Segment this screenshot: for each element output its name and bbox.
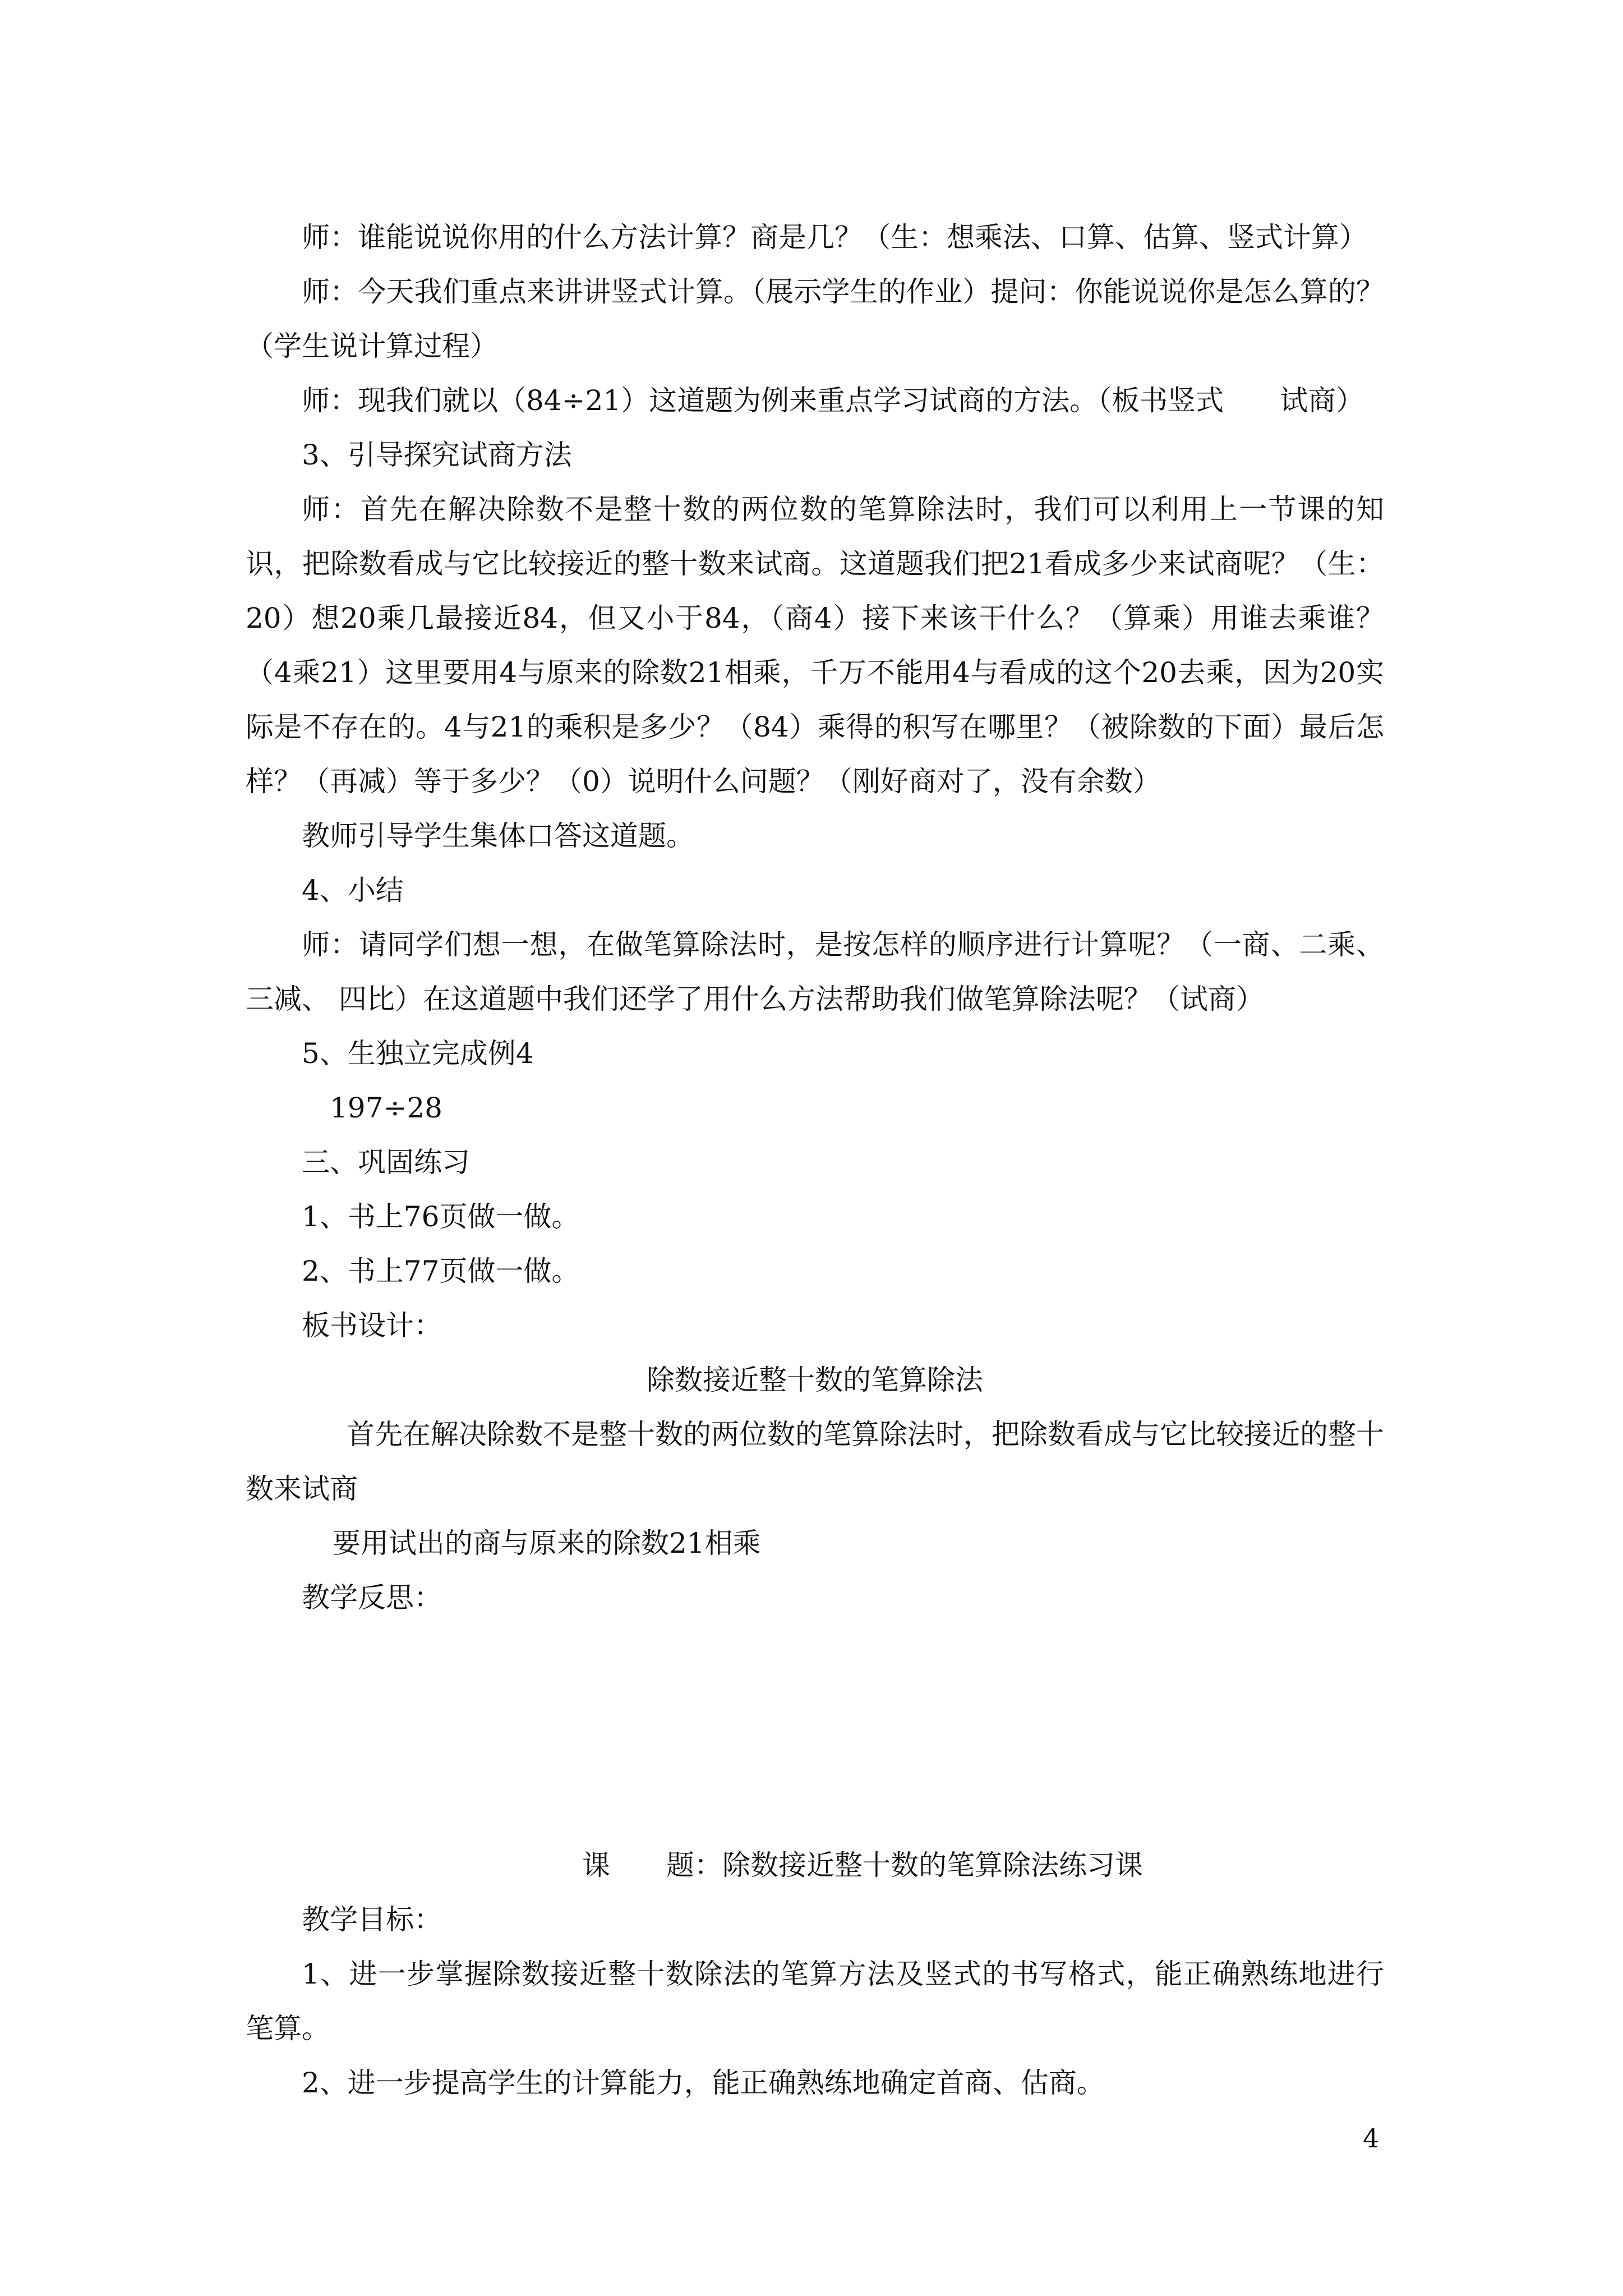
- paragraph: 师：请同学们想一想，在做笔算除法时，是按怎样的顺序进行计算呢？（一商、二乘、三减、 四比）在这道题中我们还学了用什么方法帮助我们做笔算除法呢？（试商）: [246, 928, 1384, 1015]
- board-line: 要用试出的商与原来的除数21相乘: [333, 1527, 761, 1559]
- page-content: [246, 210, 1384, 2110]
- objectives-label: 教学目标：: [302, 1903, 442, 1936]
- paragraph: 师：首先在解决除数不是整十数的两位数的笔算除法时，我们可以利用上一节课的知识，把除数看成与它比较接近的整十数来试商。这道题我们把21看成多少来试商呢？（生：20）想20乘几最接近84，但又小于84，（商4）接下来该干什么？（算乘）用谁去乘谁？（4乘21）这里要用4与原来的除数21相乘，千万不能用4与看成的这个20去乘，因为20实际是不存在的。4与21的乘积是多少？（84）乘得的积写在哪里？（被除数的下面）最后怎样？（再减）等于多少？（0）说明什么问题？（刚好商对了，没有余数）: [246, 493, 1384, 798]
- exercise-item: 1、书上76页做一做。: [302, 1200, 580, 1233]
- board-line: 首先在解决除数不是整十数的两位数的笔算除法时，把除数看成与它比较接近的整十数来试商: [246, 1418, 1384, 1505]
- reflection-label: 教学反思：: [302, 1581, 442, 1614]
- exercise-item: 2、书上77页做一做。: [302, 1255, 580, 1287]
- objective-item: 2、进一步提高学生的计算能力，能正确熟练地确定首商、估商。: [302, 2067, 1105, 2099]
- paragraph: 师：现我们就以（84÷21）这道题为例来重点学习试商的方法。（板书竖式 试商）: [302, 384, 1364, 417]
- spacer: [246, 1625, 1384, 1838]
- section-heading: 板书设计：: [302, 1309, 442, 1342]
- course-label: 课: [582, 1849, 610, 1881]
- section-heading: 4、小结: [302, 874, 404, 907]
- section-heading: 3、引导探究试商方法: [302, 439, 572, 471]
- example-expression: 197÷28: [330, 1092, 442, 1124]
- section-heading: 5、生独立完成例4: [302, 1037, 534, 1070]
- paragraph: 师：谁能说说你用的什么方法计算？商是几？（生：想乘法、口算、估算、竖式计算）: [302, 221, 1367, 254]
- board-title: 除数接近整十数的笔算除法: [647, 1364, 983, 1396]
- page-number: 4: [1363, 2123, 1380, 2154]
- section-heading: 三、巩固练习: [302, 1146, 470, 1179]
- course-title-text: 题：除数接近整十数的笔算除法练习课: [666, 1849, 1143, 1881]
- objective-item: 1、进一步掌握除数接近整十数除法的笔算方法及竖式的书写格式，能正确熟练地进行笔算。: [246, 1958, 1384, 2045]
- paragraph: 师：今天我们重点来讲讲竖式计算。（展示学生的作业）提问：你能说说你是怎么算的？（学生说计算过程）: [246, 275, 1384, 362]
- paragraph: 教师引导学生集体口答这道题。: [302, 820, 694, 852]
- course-title: [246, 1838, 1384, 1893]
